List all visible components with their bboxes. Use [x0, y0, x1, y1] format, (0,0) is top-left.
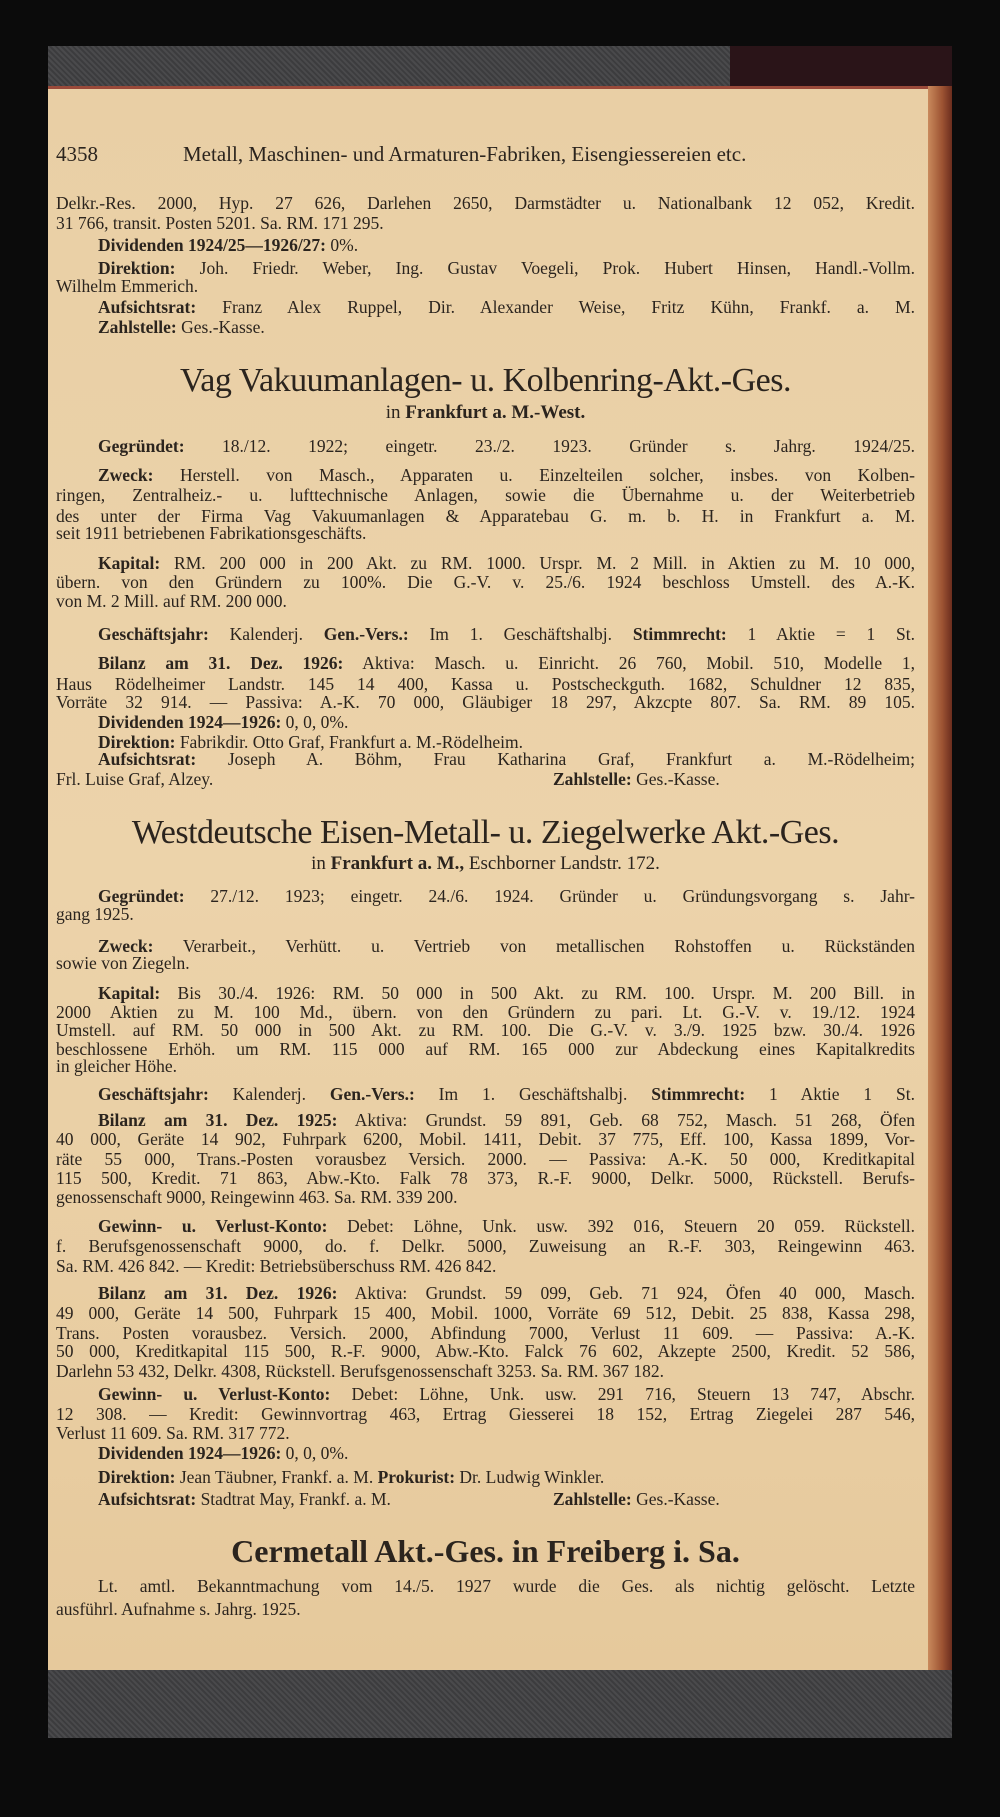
text-line: [56, 1187, 915, 1207]
book-cover-edge: [730, 46, 952, 88]
text-segment: seit 1911 betriebenen Fabrikationsgeschäfts.: [56, 523, 367, 543]
field-label: Zahlstelle:: [553, 1489, 632, 1509]
text-segment: genossenschaft 9000, Reingewinn 463. Sa. RM. 339 200.: [56, 1187, 458, 1207]
text-segment: Darlehn 53 432, Delkr. 4308, Rückstell. Berufsgenossenschaft 3253. Sa. RM. 367 182.: [56, 1361, 665, 1381]
text-line: [56, 953, 915, 973]
text-line: [56, 523, 915, 543]
field-label: Direktion:: [98, 1467, 176, 1487]
text-segment: von M. 2 Mill. auf RM. 200 000.: [56, 591, 287, 611]
text-segment: Kalenderj.: [208, 624, 324, 644]
text-line: [56, 1303, 915, 1323]
text-segment: Trans. Posten vorausbez. Versich. 2000, Abfindung 7000, Verlust 11 609. — Passiva: A.-K.: [56, 1323, 915, 1343]
text-line: [98, 258, 915, 278]
running-title: Metall, Maschinen- und Armaturen-Fabriken, Eisengiessereien etc.: [183, 142, 747, 166]
text-line: [98, 1283, 915, 1303]
text-segment: 31 766, transit. Posten 5201. Sa. RM. 171 295.: [56, 213, 384, 233]
field-label: Bilanz am 31. Dez. 1926:: [98, 1283, 338, 1303]
text-line: [98, 1467, 915, 1487]
field-label: Geschäftsjahr:: [98, 624, 209, 644]
text-line: [56, 591, 915, 611]
scanner-background-bottom: [48, 1670, 952, 1738]
text-line: [56, 213, 915, 233]
text-segment: Delkr.-Res. 2000, Hyp. 27 626, Darlehen 2650, Darmstädter u. Nationalbank 12 052, Kredit.: [56, 193, 915, 213]
text-segment: Umstell. auf RM. 50 000 in 500 Akt. zu RM. 100. Die G.-V. v. 3./9. 1925 bzw. 30./4. 1926: [56, 1020, 915, 1040]
text-line: [553, 1489, 915, 1509]
field-label: Kapital:: [98, 983, 161, 1003]
text-line: [98, 297, 915, 317]
text-segment: 40 000, Geräte 14 902, Fuhrpark 6200, Mobil. 1411, Debit. 37 775, Eff. 100, Kassa 1899, Vor-: [56, 1129, 915, 1149]
field-label: Frankfurt a. M.-West.: [405, 402, 586, 423]
field-label: Zweck:: [98, 465, 154, 485]
text-segment: Eschborner Landstr. 172.: [464, 853, 660, 874]
text-segment: sowie von Ziegeln.: [56, 953, 190, 973]
text-segment: Frl. Luise Graf, Alzey.: [56, 769, 214, 789]
text-line: [98, 317, 915, 337]
text-segment: Im 1. Geschäftshalbj.: [414, 1084, 652, 1104]
text-segment: 18./12. 1922; eingetr. 23./2. 1923. Gründer s. Jahrg. 1924/25.: [184, 436, 915, 456]
text-segment: räte 55 000, Trans.-Posten vorausbez Versich. 2000. — Passiva: A.-K. 50 000, Kreditkapital: [56, 1149, 915, 1169]
text-segment: Haus Rödelheimer Landstr. 145 14 400, Kassa u. Postscheckguth. 1682, Schuldner 12 835,: [56, 674, 915, 694]
field-label: Gewinn- u. Verlust-Konto:: [98, 1216, 328, 1236]
field-label: Direktion:: [98, 732, 176, 752]
company-title: [56, 362, 915, 400]
text-segment: Herstell. von Masch., Apparaten u. Einzelteilen solcher, insbes. von Kolben-: [153, 465, 915, 485]
text-line: [98, 553, 915, 573]
text-segment: 27./12. 1923; eingetr. 24./6. 1924. Gründer u. Gründungsvorgang s. Jahr-: [184, 886, 915, 906]
text-line: [98, 1216, 915, 1236]
text-line: [56, 1599, 915, 1619]
field-label: Kapital:: [98, 553, 161, 573]
text-segment: Wilhelm Emmerich.: [56, 276, 199, 296]
field-label: Gen.-Vers.:: [323, 624, 409, 644]
field-label: Gegründet:: [98, 436, 185, 456]
text-segment: Aktiva: Grundst. 59 891, Geb. 68 752, Masch. 51 268, Öfen: [337, 1110, 915, 1130]
text-segment: Lt. amtl. Bekanntmachung vom 14./5. 1927 wurde die Ges. als nichtig gelöscht. Letzte: [98, 1576, 915, 1596]
text-line: [98, 1576, 915, 1596]
text-segment: Ges.-Kasse.: [631, 1489, 720, 1509]
field-label: Dividenden 1924—1926:: [98, 712, 282, 732]
field-label: Zweck:: [98, 936, 154, 956]
text-segment: Verarbeit., Verhütt. u. Vertrieb von metallischen Rohstoffen u. Rückständen: [153, 936, 915, 956]
text-segment: Joh. Friedr. Weber, Ing. Gustav Voegeli, Prok. Hubert Hinsen, Handl.-Vollm.: [175, 258, 915, 278]
text-segment: in: [385, 402, 406, 423]
text-segment: ausführl. Aufnahme s. Jahrg. 1925.: [56, 1599, 301, 1619]
text-line: [56, 904, 915, 924]
page-number: 4358: [56, 142, 98, 166]
text-line: [98, 749, 915, 769]
field-label: Gen.-Vers.:: [329, 1084, 415, 1104]
text-line: [56, 1256, 915, 1276]
text-line: [98, 1443, 915, 1463]
text-segment: Debet: Löhne, Unk. usw. 291 716, Steuern 13 747, Abschr.: [330, 1384, 915, 1404]
text-segment: 0%.: [326, 235, 359, 255]
text-segment: des unter der Firma Vag Vakuumanlagen & Apparatebau G. m. b. H. in Frankfurt a. M.: [56, 506, 915, 526]
text-segment: Bis 30./4. 1926: RM. 50 000 in 500 Akt. zu RM. 100. Urspr. M. 200 Bill. in: [160, 983, 915, 1003]
field-label: Bilanz am 31. Dez. 1926:: [98, 653, 344, 673]
field-label: Frankfurt a. M.,: [330, 853, 465, 874]
text-segment: Aktiva: Grundst. 59 099, Geb. 71 924, Öfen 40 000, Masch.: [337, 1283, 915, 1303]
text-segment: Kalenderj.: [208, 1084, 330, 1104]
text-line: [98, 436, 915, 456]
text-line: [56, 485, 915, 505]
text-segment: Vorräte 32 914. — Passiva: A.-K. 70 000, Gläubiger 18 297, Akzcpte 807. Sa. RM. 89 105.: [56, 692, 915, 712]
text-segment: 115 500, Kredit. 71 863, Abw.-Kto. Falk 78 373, R.-F. 9000, Delkr. 5000, Rückstell. Berufs-: [56, 1168, 915, 1188]
text-segment: ringen, Zentralheiz.- u. lufttechnische Anlagen, sowie die Übernahme u. der Weiterbetrieb: [56, 485, 915, 505]
text-segment: Joseph A. Böhm, Frau Katharina Graf, Frankfurt a. M.-Rödelheim;: [196, 749, 915, 769]
text-segment: 50 000, Kreditkapital 115 500, R.-F. 9000, Abw.-Kto. Falck 76 602, Akzepte 2500, Kredit. 52 586,: [56, 1341, 915, 1361]
text-line: [98, 1084, 915, 1104]
text-line: [56, 692, 915, 712]
text-line: [98, 712, 915, 732]
text-line: [56, 572, 915, 592]
text-line: [56, 1020, 915, 1040]
field-label: Aufsichtsrat:: [98, 749, 197, 769]
text-line: [56, 1149, 915, 1169]
text-line: [56, 674, 915, 694]
text-segment: 2000 Aktien zu M. 100 Md., übern. von den Gründern zu pari. Lt. G.-V. v. 19./12. 1924: [56, 1002, 915, 1022]
field-label: Aufsichtsrat:: [98, 1489, 197, 1509]
text-segment: Verlust 11 609. Sa. RM. 317 772.: [56, 1423, 290, 1443]
text-line: [56, 1236, 915, 1256]
text-segment: Im 1. Geschäftshalbj.: [408, 624, 633, 644]
text-segment: Ges.-Kasse.: [176, 317, 265, 337]
text-line: [98, 624, 915, 644]
text-segment: Westdeutsche Eisen-Metall- u. Ziegelwerke Akt.-Ges.: [131, 814, 840, 851]
text-segment: Franz Alex Ruppel, Dir. Alexander Weise, Fritz Kühn, Frankf. a. M.: [196, 297, 915, 317]
text-segment: 1 Aktie 1 St.: [745, 1084, 915, 1104]
text-segment: 0, 0, 0%.: [281, 712, 349, 732]
field-label: Aufsichtsrat:: [98, 297, 197, 317]
company-title: [56, 814, 915, 852]
field-label: Geschäftsjahr:: [98, 1084, 209, 1104]
text-segment: 49 000, Geräte 14 500, Fuhrpark 15 400, Mobil. 1000, Vorräte 69 512, Debit. 25 838, Kassa 298,: [56, 1303, 915, 1323]
text-line: [98, 653, 915, 673]
company-location: [56, 853, 915, 875]
field-label: Direktion:: [98, 258, 176, 278]
text-line: [56, 1056, 915, 1076]
field-label: Zahlstelle:: [98, 317, 177, 337]
text-segment: RM. 200 000 in 200 Akt. zu RM. 1000. Urspr. M. 2 Mill. in Aktien zu M. 10 000,: [160, 553, 915, 573]
text-line: [553, 769, 915, 789]
text-segment: Stadtrat May, Frankf. a. M.: [196, 1489, 391, 1509]
field-label: Stimmrecht:: [651, 1084, 746, 1104]
text-line: [56, 1341, 915, 1361]
scanner-background-top: [48, 46, 730, 88]
text-segment: f. Berufsgenossenschaft 9000, do. f. Delkr. 5000, Zuweisung an R.-F. 303, Reingewinn 463.: [56, 1236, 915, 1256]
text-segment: Fabrikdir. Otto Graf, Frankfurt a. M.-Rödelheim.: [175, 732, 523, 752]
text-line: [56, 1129, 915, 1149]
text-segment: Cermetall Akt.-Ges. in Freiberg i. Sa.: [231, 1533, 740, 1569]
text-line: [98, 465, 915, 485]
text-segment: beschlossene Erhöh. um RM. 115 000 auf RM. 165 000 zur Abdeckung eines Kapitalkredits: [56, 1039, 915, 1059]
field-label: Zahlstelle:: [553, 769, 632, 789]
text-line: [56, 1404, 915, 1424]
page-edge: [928, 86, 952, 1670]
text-segment: 0, 0, 0%.: [281, 1443, 349, 1463]
text-segment: Ges.-Kasse.: [631, 769, 720, 789]
field-label: Prokurist:: [377, 1467, 456, 1487]
text-line: [56, 1423, 915, 1443]
field-label: Bilanz am 31. Dez. 1925:: [98, 1110, 338, 1130]
text-segment: Debet: Löhne, Unk. usw. 392 016, Steuern 20 059. Rückstell.: [327, 1216, 915, 1236]
text-line: [98, 1384, 915, 1404]
field-label: Dividenden 1924/25—1926/27:: [98, 235, 327, 255]
text-segment: 12 308. — Kredit: Gewinnvortrag 463, Ertrag Giesserei 18 152, Ertrag Ziegelei 287 546,: [56, 1404, 915, 1424]
field-label: Stimmrecht:: [632, 624, 727, 644]
text-line: [56, 193, 915, 213]
text-line: [56, 1168, 915, 1188]
text-line: [98, 1110, 915, 1130]
field-label: Gegründet:: [98, 886, 185, 906]
text-line: [56, 1361, 915, 1381]
text-line: [56, 1002, 915, 1022]
text-segment: Sa. RM. 426 842. — Kredit: Betriebsüberschuss RM. 426 842.: [56, 1256, 497, 1276]
text-line: [98, 886, 915, 906]
text-segment: in: [311, 853, 331, 874]
text-segment: Vag Vakuumanlagen- u. Kolbenring-Akt.-Ges.: [179, 362, 791, 399]
text-line: [98, 983, 915, 1003]
text-line: [56, 1323, 915, 1343]
text-segment: übern. von den Gründern zu 100%. Die G.-V. v. 25./6. 1924 beschloss Umstell. des A.-K.: [56, 572, 915, 592]
text-line: [98, 235, 915, 255]
field-label: Dividenden 1924—1926:: [98, 1443, 282, 1463]
company-title: [56, 1533, 915, 1569]
text-segment: Dr. Ludwig Winkler.: [455, 1467, 605, 1487]
text-segment: in gleicher Höhe.: [56, 1056, 177, 1076]
field-label: Gewinn- u. Verlust-Konto:: [98, 1384, 331, 1404]
text-segment: 1 Aktie = 1 St.: [726, 624, 915, 644]
text-segment: Jean Täubner, Frankf. a. M.: [175, 1467, 378, 1487]
text-segment: Aktiva: Masch. u. Einricht. 26 760, Mobil. 510, Modelle 1,: [343, 653, 915, 673]
text-segment: gang 1925.: [56, 904, 134, 924]
company-location: [56, 402, 915, 424]
text-line: [56, 276, 915, 296]
